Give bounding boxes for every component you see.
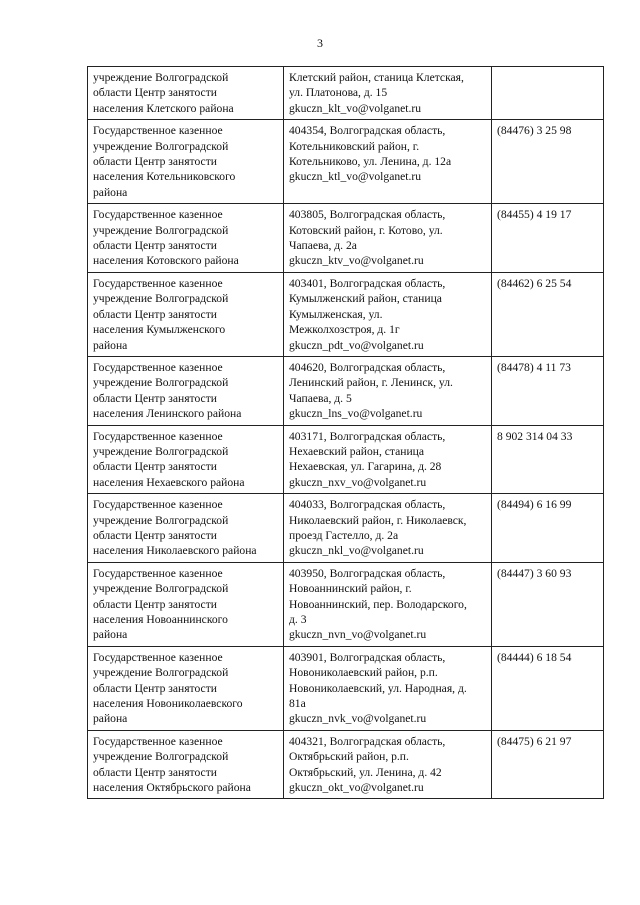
email-link[interactable]: gkuczn_klt_vo@volganet.ru [289, 101, 422, 115]
table-row [88, 730, 604, 799]
employment-centers-table [87, 66, 604, 799]
address-cell [284, 272, 492, 356]
address-text: Клетский район, станица Клетская, ул. Платонова, д. 15 [289, 71, 464, 100]
address-text: 404321, Волгоградская область, Октябрьский район, р.п. Октябрьский, ул. Ленина, д. 42 [289, 734, 446, 779]
address-cell [284, 494, 492, 563]
address-cell [284, 120, 492, 204]
address-cell [284, 425, 492, 494]
organization-name-cell: Государственное казенное учреждение Волгоградской области Центр занятости населения Новоаннинского района [88, 562, 284, 646]
email-link[interactable]: gkuczn_nvn_vo@volganet.ru [289, 628, 427, 642]
address-cell [284, 562, 492, 646]
email-link[interactable]: gkuczn_ktl_vo@volganet.ru [289, 170, 422, 184]
table-row [88, 562, 604, 646]
address-cell [284, 67, 492, 120]
phone-cell: 8 902 314 04 33 [492, 425, 604, 494]
organization-name-cell: Государственное казенное учреждение Волгоградской области Центр занятости населения Кумылженского района [88, 272, 284, 356]
organization-name-cell: Государственное казенное учреждение Волгоградской области Центр занятости населения Котовского района [88, 204, 284, 273]
email-link[interactable]: gkuczn_nvk_vo@volganet.ru [289, 712, 427, 726]
organization-name-cell: Государственное казенное учреждение Волгоградской области Центр занятости населения Новониколаевского района [88, 646, 284, 730]
email-link[interactable]: gkuczn_nkl_vo@volganet.ru [289, 544, 424, 558]
phone-cell: (84494) 6 16 99 [492, 494, 604, 563]
organization-name-cell: Государственное казенное учреждение Волгоградской области Центр занятости населения Нехаевского района [88, 425, 284, 494]
organization-name-cell: учреждение Волгоградской области Центр занятости населения Клетского района [88, 67, 284, 120]
address-text: 404033, Волгоградская область, Николаевский район, г. Николаевск, проезд Гастелло, д. 2а [289, 498, 467, 542]
organization-name-cell: Государственное казенное учреждение Волгоградской области Центр занятости населения Ленинского района [88, 356, 284, 425]
phone-cell: (84455) 4 19 17 [492, 204, 604, 273]
table-row [88, 120, 604, 204]
address-text: 404620, Волгоградская область, Ленинский район, г. Ленинск, ул. Чапаева, д. 5 [289, 360, 453, 405]
email-link[interactable]: gkuczn_okt_vo@volganet.ru [289, 781, 424, 795]
phone-cell: (84478) 4 11 73 [492, 356, 604, 425]
email-link[interactable]: gkuczn_pdt_vo@volganet.ru [289, 338, 424, 352]
address-cell [284, 646, 492, 730]
organization-name-cell: Государственное казенное учреждение Волгоградской области Центр занятости населения Котельниковского района [88, 120, 284, 204]
address-text: 404354, Волгоградская область, Котельниковский район, г. Котельниково, ул. Ленина, д. 12а [289, 124, 452, 169]
phone-cell: (84475) 6 21 97 [492, 730, 604, 799]
address-text: 403901, Волгоградская область, Новониколаевский район, р.п. Новониколаевский, ул. Народная, д. 81а [289, 650, 467, 711]
address-cell [284, 204, 492, 273]
table-row [88, 67, 604, 120]
address-cell [284, 730, 492, 799]
phone-cell: (84444) 6 18 54 [492, 646, 604, 730]
table-row [88, 646, 604, 730]
table-row [88, 356, 604, 425]
address-text: 403171, Волгоградская область, Нехаевский район, станица Нехаевская, ул. Гагарина, д. 28 [289, 429, 446, 474]
table-row [88, 494, 604, 563]
phone-cell [492, 67, 604, 120]
organization-name-cell: Государственное казенное учреждение Волгоградской области Центр занятости населения Николаевского района [88, 494, 284, 563]
address-text: 403401, Волгоградская область, Кумылженский район, станица Кумылженская, ул. Межколхозстроя, д. 1г [289, 276, 446, 337]
email-link[interactable]: gkuczn_nxv_vo@volganet.ru [289, 475, 427, 489]
organization-name-cell: Государственное казенное учреждение Волгоградской области Центр занятости населения Октябрьского района [88, 730, 284, 799]
email-link[interactable]: gkuczn_lns_vo@volganet.ru [289, 407, 423, 421]
page-number: 3 [317, 36, 323, 50]
phone-cell: (84462) 6 25 54 [492, 272, 604, 356]
address-cell [284, 356, 492, 425]
table-row [88, 425, 604, 494]
email-link[interactable]: gkuczn_ktv_vo@volganet.ru [289, 254, 424, 268]
table-row [88, 204, 604, 273]
address-text: 403805, Волгоградская область, Котовский район, г. Котово, ул. Чапаева, д. 2а [289, 208, 446, 253]
phone-cell: (84476) 3 25 98 [492, 120, 604, 204]
phone-cell: (84447) 3 60 93 [492, 562, 604, 646]
address-text: 403950, Волгоградская область, Новоаннинский район, г. Новоаннинский, пер. Володарского, д. 3 [289, 566, 467, 626]
table-row [88, 272, 604, 356]
